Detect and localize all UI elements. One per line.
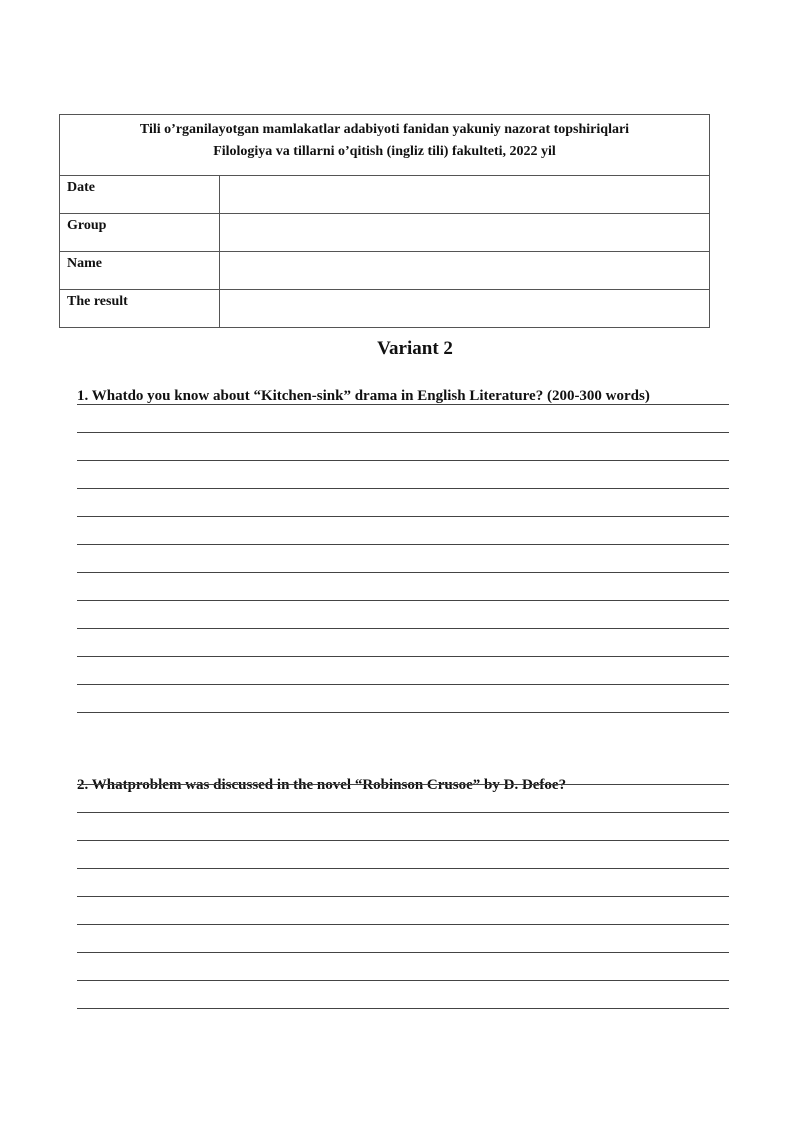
question-2: 2. Whatproblem was discussed in the novel “Robinson Crusoe” by D. Defoe? [77,777,567,793]
answer-line[interactable] [77,600,729,601]
answer-line[interactable] [77,404,729,405]
answer-line[interactable] [77,840,729,841]
header-title-cell [60,115,710,176]
question-1: 1. Whatdo you know about “Kitchen-sink” drama in English Literature? (200-300 words) [77,388,650,404]
answer-line[interactable] [77,516,729,517]
answer-line[interactable] [77,1008,729,1009]
header-table [59,114,710,328]
variant-heading: Variant 2 [377,338,453,359]
answer-line[interactable] [77,572,729,573]
answer-line[interactable] [77,924,729,925]
answer-line[interactable] [77,980,729,981]
header-row-name [60,252,710,290]
answer-lines-q2[interactable] [77,784,729,1036]
header-row-result [60,290,710,328]
date-field[interactable] [220,176,710,214]
answer-line[interactable] [77,868,729,869]
answer-line[interactable] [77,896,729,897]
group-field[interactable] [220,214,710,252]
header-title-line2: Filologiya va tillarni o’qitish (ingliz tili) fakulteti, 2022 yil [213,144,556,159]
answer-line[interactable] [77,684,729,685]
date-label: Date [60,176,220,214]
answer-line[interactable] [77,656,729,657]
header-title-row [60,115,710,176]
result-label: The result [60,290,220,328]
answer-line[interactable] [77,784,729,785]
name-field[interactable] [220,252,710,290]
answer-line[interactable] [77,460,729,461]
answer-line[interactable] [77,488,729,489]
group-label: Group [60,214,220,252]
header-title-line1: Tili o’rganilayotgan mamlakatlar adabiyoti fanidan yakuniy nazorat topshiriqlari [139,122,630,137]
answer-line[interactable] [77,628,729,629]
answer-line[interactable] [77,432,729,433]
answer-lines-q1[interactable] [77,404,729,740]
name-label: Name [60,252,220,290]
result-field[interactable] [220,290,710,328]
header-row-group [60,214,710,252]
header-row-date [60,176,710,214]
answer-line[interactable] [77,812,729,813]
answer-line[interactable] [77,712,729,713]
answer-line[interactable] [77,952,729,953]
answer-line[interactable] [77,544,729,545]
